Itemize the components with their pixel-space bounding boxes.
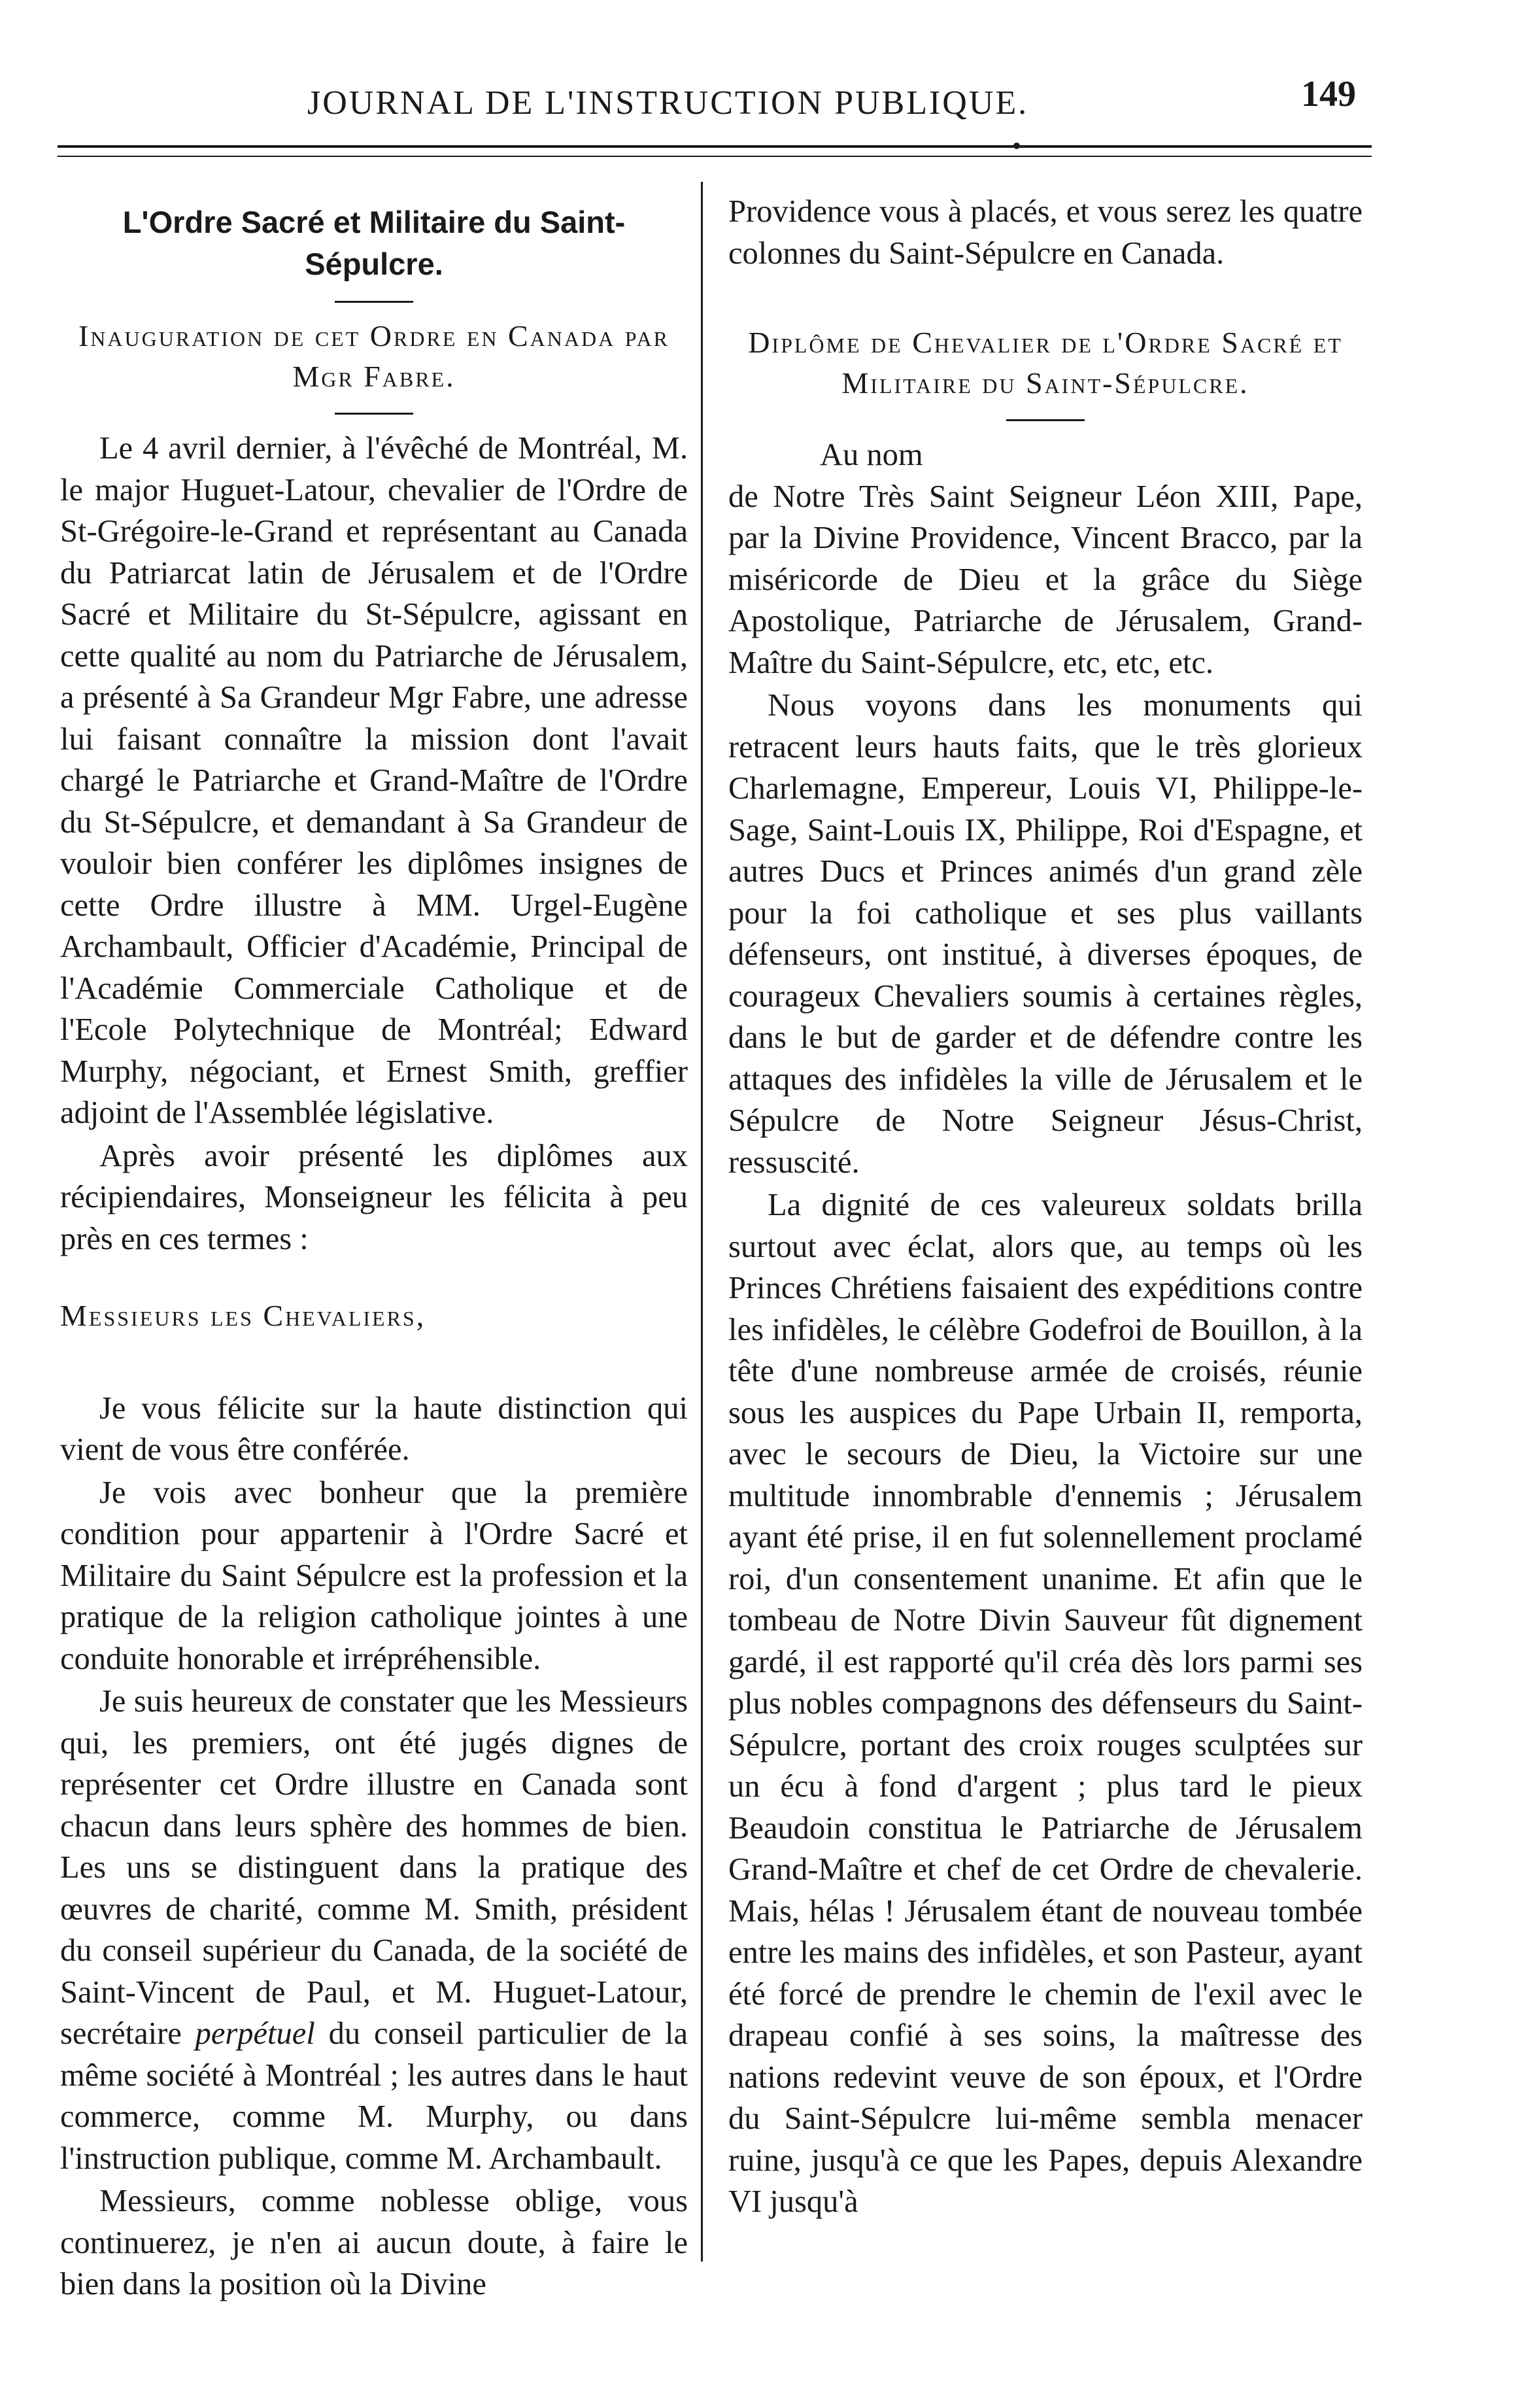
page-number: 149 [1301, 74, 1356, 114]
paragraph-intro: Le 4 avril dernier, à l'évêché de Montréal, M. le major Huguet-Latour, chevalier de l'Ordre de St-Grégoire-le-Grand et représentant au Canada du Patriarcat latin de Jérusalem et de l'Ordre Sacré et Militaire du St-Sépulcre, agissant en cette qualité au nom du Patriarche de Jérusalem, a présenté à Sa Grandeur Mgr Fabre, une adresse lui faisant connaître la mission dont l'avait chargé le Patriarche et Grand-Maître de l'Ordre du St-Sépulcre, et demandant à Sa Grandeur de vouloir bien conférer les diplômes insignes de cette Ordre illustre à MM. Urgel-Eugène Archambault, Officier d'Académie, Principal de l'Académie Commerciale Catholique et de l'Ecole Polytechnique de Montréal; Edward Murphy, négociant, et Ernest Smith, greffier adjoint de l'Assemblée législative. [60, 431, 688, 1130]
paragraph-dignite: La dignité de ces valeureux soldats brilla surtout avec éclat, alors que, au temps où les Princes Chrétiens faisaient des expéditions contre les infidèles, le célèbre Godefroi de Bouillon, à la tête d'une nombreuse armée de croisés, réunie sous les auspices du Pape Urbain II, remporta, avec le secours de Dieu, la Victoire sur une multitude innombrable d'ennemis ; Jérusalem ayant été prise, il en fut solennellement proclamé roi, d'un consentement unanime. Et afin que le tombeau de Notre Divin Sauveur fût dignement gardé, il est rapporté qu'il créa dès lors parmi ses plus nobles compagnons des défenseurs du Saint-Sépulcre, portant des croix rouges sculptées sur un écu à fond d'argent ; plus tard le pieux Beaudoin constitua le Patriarche de Jérusalem Grand-Maître et chef de cet Ordre de chevalerie. Mais, hélas ! Jérusalem étant de nouveau tombée entre les mains des infidèles, et son Pasteur, ayant été forcé de prendre le chemin de l'exil avec le drapeau confié à ses soins, la maîtresse des nations redevint veuve de son époux, et l'Ordre du Saint-Sépulcre lui-même sembla menacer ruine, jusqu'à ce que les Papes, depuis Alexandre VI jusqu'à [728, 1188, 1363, 2219]
header-rule-thin [58, 156, 1372, 157]
diploma-subhead: Diplôme de Chevalier de l'Ordre Sacré et Militaire du Saint-Sépulcre. [748, 326, 1343, 400]
ornament-dot [1013, 143, 1020, 149]
left-column [60, 191, 688, 2305]
running-head: JOURNAL DE L'INSTRUCTION PUBLIQUE. [307, 84, 1029, 122]
paragraph-noblesse: Messieurs, comme noblesse oblige, vous continuerez, je n'en ai aucun doute, à faire le bien dans la position où la Divine [60, 2184, 688, 2301]
article-subhead: Inauguration de cet Ordre en Canada par Mgr Fabre. [78, 319, 670, 393]
diploma-rule [1006, 419, 1085, 421]
paragraph-congratulations: Je vous félicite sur la haute distinction qui vient de vous être conférée. [60, 1390, 688, 1467]
paragraph-presentation: Après avoir présenté les diplômes aux récipiendaires, Monseigneur les félicita à peu près en ces termes : [60, 1138, 688, 1256]
right-column [728, 191, 1363, 2223]
salutation: Messieurs les Chevaliers, [60, 1299, 426, 1332]
members-text-italic: perpétuel [195, 2016, 315, 2051]
paragraph-continuation: Providence vous à placés, et vous serez les quatre colonnes du Saint-Sépulcre en Canada. [728, 194, 1363, 271]
subhead-rule [335, 413, 413, 415]
paragraph-invocation: de Notre Très Saint Seigneur Léon XIII, Pape, par la Divine Providence, Vincent Bracco, par la miséricorde de Dieu et la grâce du Siège Apostolique, Patriarche de Jérusalem, Grand-Maître du Saint-Sépulcre, etc, etc, etc. [728, 479, 1363, 680]
header-rule-thick [58, 145, 1372, 148]
au-nom-line: Au nom [820, 438, 923, 472]
paragraph-members [60, 1681, 688, 2179]
members-text-a: Je suis heureux de constater que les Messieurs qui, les premiers, ont été jugés dignes de représenter cet Ordre illustre en Canada sont chacun dans leurs sphère des hommes de bien. Les uns se distinguent dans la pratique des œuvres de charité, comme M. Smith, président du conseil supérieur du Canada, de la société de Saint-Vincent de Paul, et M. Huguet-Latour, secrétaire [60, 1684, 688, 2051]
paragraph-monuments: Nous voyons dans les monuments qui retracent leurs hauts faits, que le très glorieux Charlemagne, Empereur, Louis VI, Philippe-le-Sage, Saint-Louis IX, Philippe, Roi d'Espagne, et autres Ducs et Princes animés d'un grand zèle pour la foi catholique et ses plus vaillants défenseurs, ont institué, à diverses époques, de courageux Chevaliers soumis à certaines règles, dans le but de garder et de défendre contre les attaques des infidèles la ville de Jérusalem et le Sépulcre de Notre Seigneur Jésus-Christ, ressuscité. [728, 688, 1363, 1180]
paragraph-condition: Je vois avec bonheur que la première condition pour appartenir à l'Ordre Sacré et Militaire du Saint Sépulcre est la profession et la pratique de la religion catholique jointes à une conduite honorable et irrépréhensible. [60, 1475, 688, 1676]
members-text-b: du conseil particulier de la même société à Montréal ; les autres dans le haut commerce, comme M. Murphy, ou dans l'instruction publique, comme M. Archambault. [60, 2016, 688, 2176]
title-rule [335, 301, 413, 303]
column-divider [701, 182, 703, 2262]
article-title: L'Ordre Sacré et Militaire du Saint-Sépulcre. [122, 205, 626, 281]
